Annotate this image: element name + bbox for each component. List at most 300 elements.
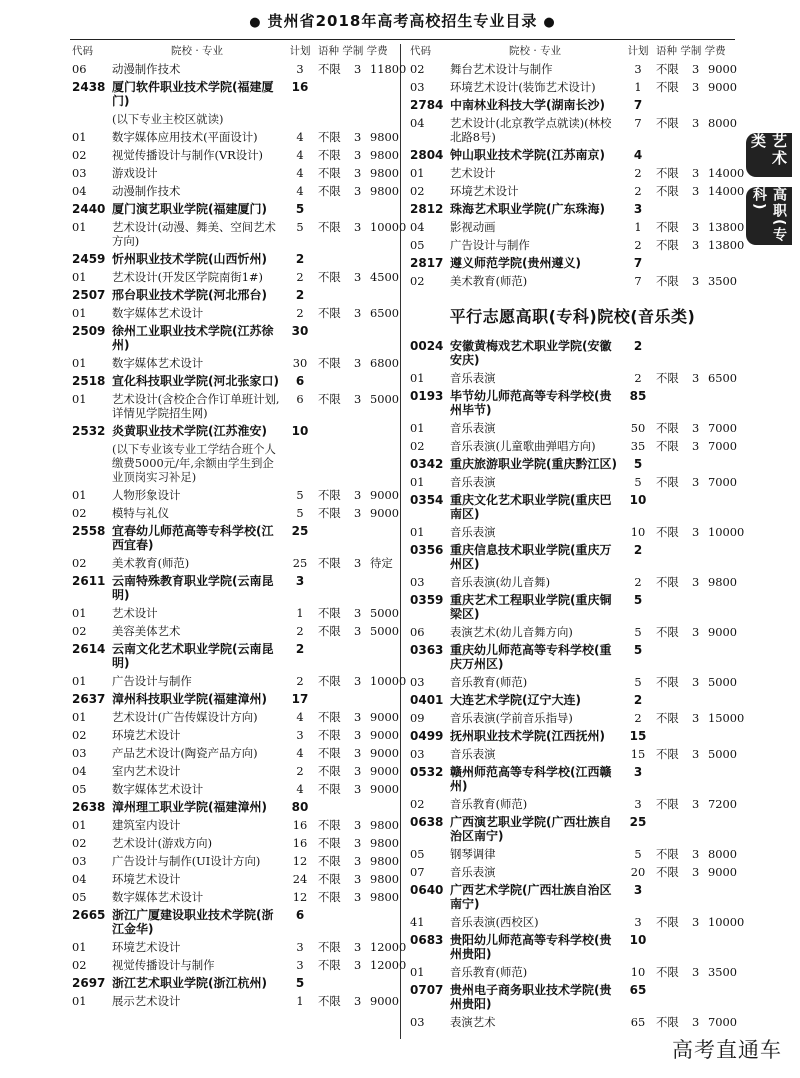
right-list-bottom bbox=[410, 337, 745, 1031]
code-cell: 0638 bbox=[410, 815, 444, 829]
code-cell: 2817 bbox=[410, 256, 444, 270]
name-cell: 艺术设计(游戏方向) bbox=[112, 836, 213, 850]
plan-cell: 2 bbox=[295, 252, 305, 266]
years-cell: 3 bbox=[354, 818, 362, 832]
language-cell: 不限 bbox=[656, 525, 679, 539]
code-cell: 02 bbox=[72, 836, 87, 850]
name-cell: 宣化科技职业学院(河北张家口) bbox=[112, 374, 279, 388]
name-cell: 艺术设计(动漫、舞美、空间艺术方向) bbox=[112, 220, 276, 248]
fee-cell: 3500 bbox=[708, 965, 737, 979]
plan-cell: 2 bbox=[634, 575, 642, 589]
major-row bbox=[410, 236, 745, 254]
years-cell: 3 bbox=[354, 130, 362, 144]
years-cell: 3 bbox=[354, 710, 362, 724]
name-cell: 音乐表演 bbox=[450, 525, 496, 539]
years-cell: 3 bbox=[692, 475, 700, 489]
years-cell: 3 bbox=[354, 606, 362, 620]
fee-cell: 9000 bbox=[370, 506, 399, 520]
major-row bbox=[410, 473, 735, 491]
name-cell: 艺术设计 bbox=[450, 166, 496, 180]
language-cell: 不限 bbox=[656, 184, 679, 198]
bullet-icon: ● bbox=[543, 15, 556, 30]
language-cell: 不限 bbox=[318, 710, 341, 724]
name-cell: 重庆文化艺术职业学院(重庆巴南区) bbox=[450, 493, 612, 521]
plan-cell: 3 bbox=[296, 62, 304, 76]
language-cell: 不限 bbox=[318, 674, 341, 688]
fee-cell: 11800 bbox=[370, 62, 407, 76]
name-cell: 人物形象设计 bbox=[112, 488, 181, 502]
name-cell: 音乐表演 bbox=[450, 865, 496, 879]
code-cell: 02 bbox=[72, 958, 87, 972]
years-cell: 3 bbox=[692, 847, 700, 861]
plan-cell: 65 bbox=[629, 983, 647, 997]
code-cell: 2438 bbox=[72, 80, 106, 94]
major-row bbox=[72, 218, 407, 250]
code-cell: 01 bbox=[72, 606, 87, 620]
name-cell: 视觉传播设计与制作(VR设计) bbox=[112, 148, 263, 162]
language-cell: 不限 bbox=[656, 439, 679, 453]
major-row bbox=[72, 486, 402, 504]
code-cell: 0363 bbox=[410, 643, 444, 657]
name-cell: 数字媒体艺术设计 bbox=[112, 356, 204, 370]
code-cell: 2532 bbox=[72, 424, 106, 438]
fee-cell: 10000 bbox=[708, 915, 745, 929]
plan-cell: 2 bbox=[634, 166, 642, 180]
code-cell: 2611 bbox=[72, 574, 106, 588]
years-cell: 3 bbox=[354, 728, 362, 742]
language-cell: 不限 bbox=[318, 130, 341, 144]
plan-cell: 15 bbox=[630, 747, 646, 761]
name-cell: 数字媒体应用技术(平面设计) bbox=[112, 130, 258, 144]
name-cell: 广西艺术学院(广西壮族自治区南宁) bbox=[450, 883, 612, 911]
code-cell: 01 bbox=[72, 710, 87, 724]
plan-cell: 4 bbox=[296, 746, 304, 760]
major-row bbox=[410, 60, 735, 78]
name-cell: 中南林业科技大学(湖南长沙) bbox=[450, 98, 605, 112]
institution-row bbox=[72, 250, 402, 268]
name-cell: 厦门软件职业技术学院(福建厦门) bbox=[112, 80, 274, 108]
plan-cell: 2 bbox=[634, 371, 642, 385]
fee-cell: 5000 bbox=[370, 624, 399, 638]
institution-row bbox=[72, 906, 402, 938]
plan-cell: 24 bbox=[292, 872, 308, 886]
code-cell: 0342 bbox=[410, 457, 444, 471]
institution-row bbox=[72, 200, 402, 218]
language-cell: 不限 bbox=[656, 575, 679, 589]
plan-cell: 10 bbox=[630, 965, 646, 979]
code-cell: 01 bbox=[72, 306, 87, 320]
fee-cell: 9800 bbox=[370, 148, 399, 162]
language-cell: 不限 bbox=[656, 421, 679, 435]
name-cell: 音乐表演 bbox=[450, 421, 496, 435]
code-cell: 04 bbox=[410, 116, 425, 130]
plan-cell: 5 bbox=[296, 220, 304, 234]
plan-cell: 3 bbox=[634, 915, 642, 929]
years-cell: 3 bbox=[354, 764, 362, 778]
fee-cell: 9800 bbox=[370, 872, 399, 886]
code-cell: 03 bbox=[410, 675, 425, 689]
code-cell: 01 bbox=[410, 421, 425, 435]
name-cell: 美术教育(师范) bbox=[112, 556, 190, 570]
plan-cell: 2 bbox=[633, 693, 643, 707]
fee-cell: 9800 bbox=[370, 890, 399, 904]
years-cell: 3 bbox=[692, 421, 700, 435]
name-cell: 音乐表演 bbox=[450, 371, 496, 385]
years-cell: 3 bbox=[692, 80, 700, 94]
name-cell: 漳州科技职业学院(福建漳州) bbox=[112, 692, 267, 706]
name-cell: 影视动画 bbox=[450, 220, 496, 234]
years-cell: 3 bbox=[692, 711, 700, 725]
fee-cell: 5000 bbox=[370, 606, 399, 620]
major-row bbox=[72, 870, 402, 888]
fee-cell: 9000 bbox=[370, 488, 399, 502]
header-name: 院校 · 专业 bbox=[508, 45, 561, 57]
code-cell: 02 bbox=[72, 728, 87, 742]
plan-cell: 2 bbox=[633, 339, 643, 353]
code-cell: 01 bbox=[410, 965, 425, 979]
language-cell: 不限 bbox=[318, 782, 341, 796]
plan-cell: 4 bbox=[296, 130, 304, 144]
right-list-top bbox=[410, 60, 745, 290]
plan-cell: 3 bbox=[633, 765, 643, 779]
fee-cell: 6800 bbox=[370, 356, 399, 370]
major-row bbox=[72, 956, 407, 974]
name-cell: 徐州工业职业技术学院(江苏徐州) bbox=[112, 324, 274, 352]
fee-cell: 9000 bbox=[708, 62, 737, 76]
name-cell: 云南特殊教育职业学院(云南昆明) bbox=[112, 574, 274, 602]
major-row bbox=[72, 762, 402, 780]
major-row bbox=[410, 369, 735, 387]
fee-cell: 7000 bbox=[708, 475, 737, 489]
plan-cell: 2 bbox=[296, 624, 304, 638]
language-cell: 不限 bbox=[318, 356, 341, 370]
years-cell: 3 bbox=[692, 274, 700, 288]
header-plan: 计划 bbox=[627, 45, 649, 57]
major-row bbox=[410, 272, 735, 290]
plan-cell: 2 bbox=[296, 764, 304, 778]
plan-cell: 2 bbox=[634, 184, 642, 198]
page-header bbox=[70, 6, 735, 36]
name-cell: 毕节幼儿师范高等专科学校(贵州毕节) bbox=[450, 389, 612, 417]
major-row bbox=[72, 164, 402, 182]
fee-cell: 9000 bbox=[708, 80, 737, 94]
name-cell: 浙江广厦建设职业技术学院(浙江金华) bbox=[112, 908, 274, 936]
language-cell: 不限 bbox=[318, 270, 341, 284]
years-cell: 3 bbox=[354, 184, 362, 198]
code-cell: 41 bbox=[410, 915, 425, 929]
years-cell: 3 bbox=[692, 747, 700, 761]
plan-cell: 3 bbox=[296, 958, 304, 972]
name-cell: 室内艺术设计 bbox=[112, 764, 181, 778]
major-row bbox=[72, 672, 407, 690]
fee-cell: 10000 bbox=[370, 674, 407, 688]
major-row bbox=[72, 938, 407, 956]
code-cell: 02 bbox=[72, 556, 87, 570]
institution-row bbox=[72, 640, 402, 672]
code-cell: 05 bbox=[72, 782, 87, 796]
language-cell: 不限 bbox=[318, 184, 341, 198]
institution-row bbox=[410, 387, 735, 419]
years-cell: 3 bbox=[354, 994, 362, 1008]
code-cell: 06 bbox=[72, 62, 87, 76]
major-row bbox=[410, 913, 745, 931]
major-row bbox=[410, 1013, 735, 1031]
fee-cell: 7000 bbox=[708, 439, 737, 453]
plan-cell: 3 bbox=[633, 202, 643, 216]
institution-row bbox=[410, 981, 735, 1013]
fee-cell: 9800 bbox=[708, 575, 737, 589]
language-cell: 不限 bbox=[318, 818, 341, 832]
plan-cell: 30 bbox=[291, 324, 309, 338]
institution-row bbox=[72, 974, 402, 992]
name-cell: 音乐教育(师范) bbox=[450, 675, 528, 689]
fee-cell: 13800 bbox=[708, 238, 745, 252]
institution-row bbox=[72, 690, 402, 708]
years-cell: 3 bbox=[692, 220, 700, 234]
plan-cell: 7 bbox=[634, 274, 642, 288]
institution-row bbox=[410, 813, 735, 845]
plan-cell: 16 bbox=[292, 818, 308, 832]
name-cell: 赣州师范高等专科学校(江西赣州) bbox=[450, 765, 612, 793]
name-cell: 艺术设计 bbox=[112, 606, 158, 620]
plan-cell: 20 bbox=[630, 865, 646, 879]
plan-cell: 5 bbox=[296, 506, 304, 520]
plan-cell: 5 bbox=[634, 475, 642, 489]
fee-cell: 10000 bbox=[708, 525, 745, 539]
plan-cell: 5 bbox=[634, 675, 642, 689]
major-row bbox=[72, 888, 402, 906]
language-cell: 不限 bbox=[656, 166, 679, 180]
fee-cell: 9800 bbox=[370, 854, 399, 868]
code-cell: 04 bbox=[72, 872, 87, 886]
fee-cell: 8000 bbox=[708, 847, 737, 861]
years-cell: 3 bbox=[692, 238, 700, 252]
years-cell: 3 bbox=[354, 782, 362, 796]
fee-cell: 9800 bbox=[370, 836, 399, 850]
years-cell: 3 bbox=[692, 797, 700, 811]
code-cell: 0359 bbox=[410, 593, 444, 607]
name-cell: 建筑室内设计 bbox=[112, 818, 181, 832]
name-cell: (以下专业该专业工学结合班个人缴费5000元/年,余额由学生到企业顶岗实习补足) bbox=[112, 442, 276, 484]
name-cell: 美容美体艺术 bbox=[112, 624, 181, 638]
code-cell: 2440 bbox=[72, 202, 106, 216]
code-cell: 0640 bbox=[410, 883, 444, 897]
name-cell: (以下专业主校区就读) bbox=[112, 112, 224, 126]
fee-cell: 14000 bbox=[708, 166, 745, 180]
fee-cell: 9800 bbox=[370, 130, 399, 144]
left-column bbox=[72, 42, 407, 1010]
institution-row bbox=[72, 78, 402, 110]
plan-cell: 2 bbox=[296, 270, 304, 284]
code-cell: 01 bbox=[72, 940, 87, 954]
language-cell: 不限 bbox=[656, 625, 679, 639]
plan-cell: 5 bbox=[634, 625, 642, 639]
name-cell: 重庆艺术工程职业学院(重庆铜梁区) bbox=[450, 593, 612, 621]
plan-cell: 3 bbox=[296, 728, 304, 742]
name-cell: 表演艺术(幼儿音舞方向) bbox=[450, 625, 573, 639]
plan-cell: 7 bbox=[633, 98, 643, 112]
plan-cell: 16 bbox=[292, 836, 308, 850]
code-cell: 01 bbox=[72, 356, 87, 370]
major-row bbox=[410, 845, 735, 863]
name-cell: 视觉传播设计与制作 bbox=[112, 958, 215, 972]
language-cell: 不限 bbox=[318, 392, 341, 406]
language-cell: 不限 bbox=[656, 274, 679, 288]
major-row bbox=[72, 992, 402, 1010]
name-cell: 环境艺术设计 bbox=[112, 872, 181, 886]
plan-cell: 35 bbox=[630, 439, 646, 453]
language-cell: 不限 bbox=[318, 306, 341, 320]
years-cell: 3 bbox=[354, 488, 362, 502]
name-cell: 安徽黄梅戏艺术职业学院(安徽安庆) bbox=[450, 339, 612, 367]
major-row bbox=[72, 622, 402, 640]
fee-cell: 4500 bbox=[370, 270, 399, 284]
years-cell: 3 bbox=[692, 184, 700, 198]
code-cell: 01 bbox=[410, 525, 425, 539]
years-cell: 3 bbox=[354, 306, 362, 320]
plan-cell: 10 bbox=[629, 493, 647, 507]
language-cell: 不限 bbox=[656, 475, 679, 489]
code-cell: 0499 bbox=[410, 729, 444, 743]
language-cell: 不限 bbox=[656, 675, 679, 689]
watermark: 高考直通车 bbox=[672, 1038, 782, 1062]
language-cell: 不限 bbox=[318, 764, 341, 778]
major-row bbox=[410, 709, 745, 727]
plan-cell: 30 bbox=[292, 356, 308, 370]
plan-cell: 4 bbox=[633, 148, 643, 162]
code-cell: 01 bbox=[410, 371, 425, 385]
code-cell: 0532 bbox=[410, 765, 444, 779]
language-cell: 不限 bbox=[318, 994, 341, 1008]
institution-row bbox=[410, 591, 735, 623]
section-title: 平行志愿高职(专科)院校(音乐类) bbox=[449, 307, 696, 326]
major-row bbox=[72, 146, 402, 164]
name-cell: 宜春幼儿师范高等专科学校(江西宜春) bbox=[112, 524, 274, 552]
name-cell: 贵州电子商务职业技术学院(贵州贵阳) bbox=[450, 983, 612, 1011]
major-row bbox=[410, 745, 735, 763]
institution-row bbox=[72, 572, 402, 604]
name-cell: 环境艺术设计(装饰艺术设计) bbox=[450, 80, 596, 94]
language-cell: 不限 bbox=[318, 62, 341, 76]
plan-cell: 3 bbox=[295, 574, 305, 588]
name-cell: 浙江艺术职业学院(浙江杭州) bbox=[112, 976, 267, 990]
name-cell: 模特与礼仪 bbox=[112, 506, 169, 520]
fee-cell: 9800 bbox=[370, 184, 399, 198]
name-cell: 广西演艺职业学院(广西壮族自治区南宁) bbox=[450, 815, 612, 843]
major-row bbox=[72, 780, 402, 798]
code-cell: 03 bbox=[72, 854, 87, 868]
language-cell: 不限 bbox=[656, 747, 679, 761]
years-cell: 3 bbox=[354, 746, 362, 760]
code-cell: 2812 bbox=[410, 202, 444, 216]
code-cell: 2784 bbox=[410, 98, 444, 112]
language-cell: 不限 bbox=[656, 80, 679, 94]
institution-row bbox=[72, 286, 402, 304]
code-cell: 01 bbox=[72, 270, 87, 284]
code-cell: 01 bbox=[72, 994, 87, 1008]
name-cell: 环境艺术设计 bbox=[450, 184, 519, 198]
major-row bbox=[72, 852, 402, 870]
name-cell: 邢台职业技术学院(河北邢台) bbox=[112, 288, 267, 302]
language-cell: 不限 bbox=[318, 506, 341, 520]
column-header bbox=[72, 42, 402, 60]
language-cell: 不限 bbox=[318, 890, 341, 904]
major-row bbox=[72, 834, 402, 852]
code-cell: 0707 bbox=[410, 983, 444, 997]
name-cell: 重庆幼儿师范高等专科学校(重庆万州区) bbox=[450, 643, 612, 671]
language-cell: 不限 bbox=[318, 624, 341, 638]
name-cell: 展示艺术设计 bbox=[112, 994, 181, 1008]
years-cell: 3 bbox=[692, 915, 700, 929]
years-cell: 3 bbox=[692, 439, 700, 453]
code-cell: 03 bbox=[410, 575, 425, 589]
plan-cell bbox=[282, 112, 318, 126]
code-cell: 09 bbox=[410, 711, 425, 725]
years-cell: 3 bbox=[692, 865, 700, 879]
fee-cell: 3500 bbox=[708, 274, 737, 288]
major-row bbox=[410, 963, 735, 981]
institution-row bbox=[410, 763, 735, 795]
name-cell: 数字媒体艺术设计 bbox=[112, 890, 204, 904]
code-cell: 2638 bbox=[72, 800, 106, 814]
name-cell: 钢琴调律 bbox=[450, 847, 496, 861]
code-cell: 01 bbox=[72, 488, 87, 502]
code-cell: 02 bbox=[410, 439, 425, 453]
code-cell: 03 bbox=[410, 1015, 425, 1029]
fee-cell: 9800 bbox=[370, 166, 399, 180]
header-plan: 计划 bbox=[289, 45, 311, 57]
plan-cell: 5 bbox=[633, 457, 643, 471]
plan-cell: 2 bbox=[296, 674, 304, 688]
plan-cell: 10 bbox=[630, 525, 646, 539]
name-cell: 音乐教育(师范) bbox=[450, 797, 528, 811]
code-cell: 2459 bbox=[72, 252, 106, 266]
plan-cell: 2 bbox=[296, 306, 304, 320]
years-cell: 3 bbox=[692, 116, 700, 130]
code-cell: 01 bbox=[72, 818, 87, 832]
language-cell: 不限 bbox=[656, 965, 679, 979]
plan-cell: 5 bbox=[295, 202, 305, 216]
institution-row bbox=[72, 522, 402, 554]
name-cell: 表演艺术 bbox=[450, 1015, 496, 1029]
plan-cell: 4 bbox=[296, 166, 304, 180]
fee-cell: 9000 bbox=[370, 746, 399, 760]
code-cell: 04 bbox=[72, 764, 87, 778]
plan-cell: 6 bbox=[296, 392, 304, 406]
plan-cell: 4 bbox=[296, 782, 304, 796]
years-cell: 3 bbox=[354, 506, 362, 520]
years-cell: 3 bbox=[354, 62, 362, 76]
code-cell: 2518 bbox=[72, 374, 106, 388]
plan-cell: 2 bbox=[295, 642, 305, 656]
fee-cell: 8000 bbox=[708, 116, 737, 130]
language-cell: 不限 bbox=[656, 1015, 679, 1029]
code-cell: 04 bbox=[72, 184, 87, 198]
name-cell: 艺术设计(含校企合作订单班计划,详情见学院招生网) bbox=[112, 392, 280, 420]
fee-cell: 9000 bbox=[370, 710, 399, 724]
code-cell: 0356 bbox=[410, 543, 444, 557]
header-rest: 语种 学制 学费 bbox=[656, 45, 726, 57]
major-row bbox=[410, 523, 745, 541]
code-cell: 2614 bbox=[72, 642, 106, 656]
major-row bbox=[410, 78, 735, 96]
plan-cell: 50 bbox=[630, 421, 646, 435]
plan-cell: 3 bbox=[633, 883, 643, 897]
years-cell: 3 bbox=[692, 62, 700, 76]
years-cell: 3 bbox=[692, 625, 700, 639]
plan-cell: 25 bbox=[292, 556, 308, 570]
years-cell: 3 bbox=[354, 556, 362, 570]
